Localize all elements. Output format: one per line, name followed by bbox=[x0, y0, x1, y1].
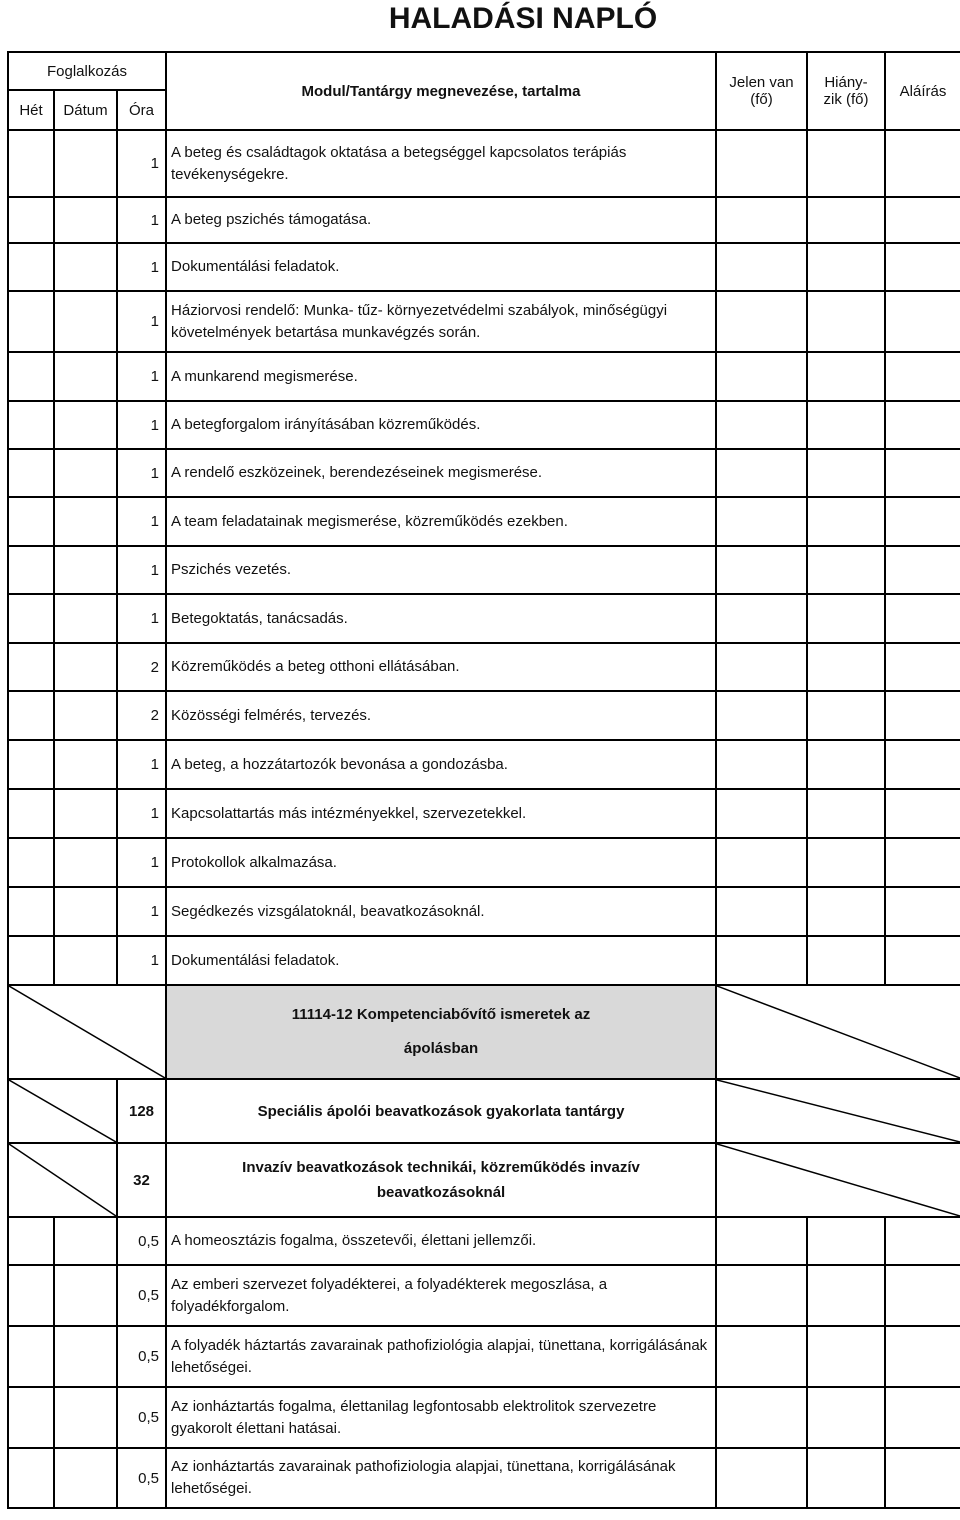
absent-count-cell[interactable] bbox=[807, 546, 885, 594]
week-cell[interactable] bbox=[8, 497, 54, 546]
content-cell: Protokollok alkalmazása. bbox=[166, 838, 716, 887]
week-cell[interactable] bbox=[8, 1448, 54, 1508]
hours-cell: 1 bbox=[117, 401, 166, 449]
present-count-cell[interactable] bbox=[716, 789, 807, 838]
absent-count-cell[interactable] bbox=[807, 1387, 885, 1448]
date-cell[interactable] bbox=[54, 691, 117, 740]
date-cell[interactable] bbox=[54, 401, 117, 449]
signature-cell[interactable] bbox=[885, 1448, 960, 1508]
absent-count-cell[interactable] bbox=[807, 936, 885, 985]
table-row bbox=[8, 789, 960, 838]
week-cell[interactable] bbox=[8, 546, 54, 594]
week-cell[interactable] bbox=[8, 740, 54, 789]
week-cell[interactable] bbox=[8, 887, 54, 936]
date-cell[interactable] bbox=[54, 546, 117, 594]
week-cell[interactable] bbox=[8, 936, 54, 985]
present-count-cell[interactable] bbox=[716, 197, 807, 243]
foglalkozas-header: Foglalkozás bbox=[8, 52, 166, 90]
absent-count-cell[interactable] bbox=[807, 740, 885, 789]
table-row bbox=[8, 546, 960, 594]
diagonal-cell bbox=[716, 1143, 960, 1217]
date-cell[interactable] bbox=[54, 594, 117, 643]
diagonal-cell bbox=[8, 985, 166, 1079]
content-cell: Az ionháztartás fogalma, élettanilag legfontosabb elektrolitok szervezetre gyakorolt élettani hatásai. bbox=[166, 1387, 716, 1448]
table-row bbox=[8, 1387, 960, 1448]
progress-log-table bbox=[7, 51, 960, 1509]
content-cell: A beteg, a hozzátartozók bevonása a gondozásba. bbox=[166, 740, 716, 789]
topic-title: 11114-12 Kompetenciabővítő ismeretek az ápolásban bbox=[166, 985, 716, 1079]
hours-cell: 1 bbox=[117, 130, 166, 197]
week-cell[interactable] bbox=[8, 838, 54, 887]
absent-count-cell[interactable] bbox=[807, 352, 885, 401]
week-cell[interactable] bbox=[8, 691, 54, 740]
week-cell[interactable] bbox=[8, 594, 54, 643]
week-cell[interactable] bbox=[8, 1217, 54, 1265]
date-cell[interactable] bbox=[54, 243, 117, 291]
page-title: HALADÁSI NAPLÓ bbox=[388, 2, 658, 35]
week-cell[interactable] bbox=[8, 130, 54, 197]
date-cell[interactable] bbox=[54, 130, 117, 197]
date-cell[interactable] bbox=[54, 1387, 117, 1448]
hours-cell: 1 bbox=[117, 887, 166, 936]
signature-cell[interactable] bbox=[885, 936, 960, 985]
week-cell[interactable] bbox=[8, 401, 54, 449]
content-cell: Betegoktatás, tanácsadás. bbox=[166, 594, 716, 643]
content-cell: A betegforgalom irányításában közreműködés. bbox=[166, 401, 716, 449]
content-cell: A homeosztázis fogalma, összetevői, élettani jellemzői. bbox=[166, 1217, 716, 1265]
hours-cell: 1 bbox=[117, 243, 166, 291]
table-row bbox=[8, 887, 960, 936]
signature-cell[interactable] bbox=[885, 838, 960, 887]
week-cell[interactable] bbox=[8, 291, 54, 352]
present-count-cell[interactable] bbox=[716, 838, 807, 887]
table-row bbox=[8, 594, 960, 643]
table-row bbox=[8, 838, 960, 887]
content-cell: Segédkezés vizsgálatoknál, beavatkozásoknál. bbox=[166, 887, 716, 936]
signature-cell[interactable] bbox=[885, 497, 960, 546]
absent-count-cell[interactable] bbox=[807, 789, 885, 838]
diagonal-cell bbox=[8, 1079, 117, 1143]
date-cell[interactable] bbox=[54, 1265, 117, 1326]
hours-cell: 1 bbox=[117, 352, 166, 401]
hours-cell: 1 bbox=[117, 789, 166, 838]
week-cell[interactable] bbox=[8, 352, 54, 401]
signature-cell[interactable] bbox=[885, 643, 960, 691]
table-row bbox=[8, 243, 960, 291]
subject-hours: 128 bbox=[117, 1079, 166, 1143]
date-cell[interactable] bbox=[54, 497, 117, 546]
content-cell: A beteg pszichés támogatása. bbox=[166, 197, 716, 243]
subject-row bbox=[8, 1079, 960, 1143]
hours-cell: 2 bbox=[117, 643, 166, 691]
present-count-cell[interactable] bbox=[716, 130, 807, 197]
date-cell[interactable] bbox=[54, 1326, 117, 1387]
module-title: Invazív beavatkozások technikái, közreműködés invazív beavatkozásoknál bbox=[166, 1143, 716, 1217]
diagonal-cell bbox=[716, 985, 960, 1079]
topic-row bbox=[8, 985, 960, 1079]
hours-cell: 1 bbox=[117, 197, 166, 243]
content-cell: A rendelő eszközeinek, berendezéseinek megismerése. bbox=[166, 449, 716, 497]
hours-cell: 1 bbox=[117, 291, 166, 352]
content-cell: Dokumentálási feladatok. bbox=[166, 936, 716, 985]
present-count-cell[interactable] bbox=[716, 497, 807, 546]
signature-cell[interactable] bbox=[885, 1387, 960, 1448]
signature-cell[interactable] bbox=[885, 449, 960, 497]
hiany-header: Hiány- zik (fő) bbox=[807, 52, 885, 130]
date-cell[interactable] bbox=[54, 1448, 117, 1508]
week-cell[interactable] bbox=[8, 789, 54, 838]
module-hours: 32 bbox=[117, 1143, 166, 1217]
present-count-cell[interactable] bbox=[716, 449, 807, 497]
content-cell: Háziorvosi rendelő: Munka- tűz- környezetvédelmi szabályok, minőségügyi követelmények betartása munkavégzés során. bbox=[166, 291, 716, 352]
signature-cell[interactable] bbox=[885, 1217, 960, 1265]
present-count-cell[interactable] bbox=[716, 643, 807, 691]
table-row bbox=[8, 291, 960, 352]
present-count-cell[interactable] bbox=[716, 594, 807, 643]
week-cell[interactable] bbox=[8, 197, 54, 243]
present-count-cell[interactable] bbox=[716, 936, 807, 985]
signature-cell[interactable] bbox=[885, 197, 960, 243]
signature-cell[interactable] bbox=[885, 1326, 960, 1387]
table-row bbox=[8, 691, 960, 740]
module-row bbox=[8, 1143, 960, 1217]
week-cell[interactable] bbox=[8, 1387, 54, 1448]
present-count-cell[interactable] bbox=[716, 401, 807, 449]
present-count-cell[interactable] bbox=[716, 1326, 807, 1387]
week-cell[interactable] bbox=[8, 243, 54, 291]
content-cell: Az emberi szervezet folyadékterei, a folyadékterek megoszlása, a folyadékforgalom. bbox=[166, 1265, 716, 1326]
content-cell: Kapcsolattartás más intézményekkel, szervezetekkel. bbox=[166, 789, 716, 838]
content-cell: A team feladatainak megismerése, közreműködés ezekben. bbox=[166, 497, 716, 546]
absent-count-cell[interactable] bbox=[807, 1265, 885, 1326]
signature-cell[interactable] bbox=[885, 401, 960, 449]
hours-cell: 1 bbox=[117, 740, 166, 789]
hours-cell: 0,5 bbox=[117, 1387, 166, 1448]
hours-cell: 0,5 bbox=[117, 1326, 166, 1387]
content-cell: Közösségi felmérés, tervezés. bbox=[166, 691, 716, 740]
signature-cell[interactable] bbox=[885, 130, 960, 197]
hours-cell: 1 bbox=[117, 449, 166, 497]
date-cell[interactable] bbox=[54, 1217, 117, 1265]
absent-count-cell[interactable] bbox=[807, 1448, 885, 1508]
absent-count-cell[interactable] bbox=[807, 401, 885, 449]
modul-header: Modul/Tantárgy megnevezése, tartalma bbox=[166, 52, 716, 130]
present-count-cell[interactable] bbox=[716, 291, 807, 352]
content-cell: A munkarend megismerése. bbox=[166, 352, 716, 401]
present-count-cell[interactable] bbox=[716, 1448, 807, 1508]
date-cell[interactable] bbox=[54, 838, 117, 887]
ora-header: Óra bbox=[117, 90, 166, 130]
present-count-cell[interactable] bbox=[716, 352, 807, 401]
date-cell[interactable] bbox=[54, 789, 117, 838]
table-row bbox=[8, 449, 960, 497]
table-row bbox=[8, 1265, 960, 1326]
table-row bbox=[8, 1217, 960, 1265]
subject-title: Speciális ápolói beavatkozások gyakorlata tantárgy bbox=[166, 1079, 716, 1143]
week-cell[interactable] bbox=[8, 643, 54, 691]
week-cell[interactable] bbox=[8, 1326, 54, 1387]
present-count-cell[interactable] bbox=[716, 740, 807, 789]
table-row bbox=[8, 740, 960, 789]
absent-count-cell[interactable] bbox=[807, 643, 885, 691]
date-cell[interactable] bbox=[54, 352, 117, 401]
signature-cell[interactable] bbox=[885, 243, 960, 291]
signature-cell[interactable] bbox=[885, 352, 960, 401]
hours-cell: 1 bbox=[117, 936, 166, 985]
content-cell: Pszichés vezetés. bbox=[166, 546, 716, 594]
diagonal-cell bbox=[716, 1079, 960, 1143]
week-cell[interactable] bbox=[8, 449, 54, 497]
table-row bbox=[8, 352, 960, 401]
absent-count-cell[interactable] bbox=[807, 1217, 885, 1265]
absent-count-cell[interactable] bbox=[807, 887, 885, 936]
absent-count-cell[interactable] bbox=[807, 449, 885, 497]
hours-cell: 1 bbox=[117, 594, 166, 643]
date-cell[interactable] bbox=[54, 197, 117, 243]
date-cell[interactable] bbox=[54, 887, 117, 936]
week-cell[interactable] bbox=[8, 1265, 54, 1326]
absent-count-cell[interactable] bbox=[807, 497, 885, 546]
signature-cell[interactable] bbox=[885, 740, 960, 789]
hours-cell: 0,5 bbox=[117, 1265, 166, 1326]
signature-cell[interactable] bbox=[885, 887, 960, 936]
absent-count-cell[interactable] bbox=[807, 691, 885, 740]
signature-cell[interactable] bbox=[885, 546, 960, 594]
content-cell: Az ionháztartás zavarainak pathofiziologia alapjai, tünettana, korrigálásának lehetőségei. bbox=[166, 1448, 716, 1508]
jelen-header: Jelen van (fő) bbox=[716, 52, 807, 130]
diagonal-cell bbox=[8, 1143, 117, 1217]
date-cell[interactable] bbox=[54, 291, 117, 352]
table-row bbox=[8, 643, 960, 691]
table-row bbox=[8, 936, 960, 985]
table-row bbox=[8, 197, 960, 243]
absent-count-cell[interactable] bbox=[807, 197, 885, 243]
alairas-header: Aláírás bbox=[885, 52, 960, 130]
table-row bbox=[8, 497, 960, 546]
absent-count-cell[interactable] bbox=[807, 243, 885, 291]
signature-cell[interactable] bbox=[885, 291, 960, 352]
present-count-cell[interactable] bbox=[716, 546, 807, 594]
absent-count-cell[interactable] bbox=[807, 291, 885, 352]
absent-count-cell[interactable] bbox=[807, 1326, 885, 1387]
signature-cell[interactable] bbox=[885, 691, 960, 740]
table-row bbox=[8, 401, 960, 449]
content-cell: A folyadék háztartás zavarainak pathofiziológia alapjai, tünettana, korrigálásának lehetőségei. bbox=[166, 1326, 716, 1387]
present-count-cell[interactable] bbox=[716, 887, 807, 936]
datum-header: Dátum bbox=[54, 90, 117, 130]
present-count-cell[interactable] bbox=[716, 1217, 807, 1265]
content-cell: A beteg és családtagok oktatása a betegséggel kapcsolatos terápiás tevékenységekre. bbox=[166, 130, 716, 197]
signature-cell[interactable] bbox=[885, 594, 960, 643]
signature-cell[interactable] bbox=[885, 1265, 960, 1326]
present-count-cell[interactable] bbox=[716, 691, 807, 740]
hours-cell: 1 bbox=[117, 497, 166, 546]
hours-cell: 1 bbox=[117, 546, 166, 594]
absent-count-cell[interactable] bbox=[807, 594, 885, 643]
table-row bbox=[8, 130, 960, 197]
date-cell[interactable] bbox=[54, 643, 117, 691]
signature-cell[interactable] bbox=[885, 789, 960, 838]
hours-cell: 2 bbox=[117, 691, 166, 740]
het-header: Hét bbox=[8, 90, 54, 130]
date-cell[interactable] bbox=[54, 740, 117, 789]
present-count-cell[interactable] bbox=[716, 243, 807, 291]
date-cell[interactable] bbox=[54, 936, 117, 985]
absent-count-cell[interactable] bbox=[807, 838, 885, 887]
present-count-cell[interactable] bbox=[716, 1265, 807, 1326]
hours-cell: 1 bbox=[117, 838, 166, 887]
date-cell[interactable] bbox=[54, 449, 117, 497]
hours-cell: 0,5 bbox=[117, 1217, 166, 1265]
absent-count-cell[interactable] bbox=[807, 130, 885, 197]
table-row bbox=[8, 1326, 960, 1387]
content-cell: Dokumentálási feladatok. bbox=[166, 243, 716, 291]
hours-cell: 0,5 bbox=[117, 1448, 166, 1508]
present-count-cell[interactable] bbox=[716, 1387, 807, 1448]
content-cell: Közreműködés a beteg otthoni ellátásában. bbox=[166, 643, 716, 691]
table-row bbox=[8, 1448, 960, 1508]
